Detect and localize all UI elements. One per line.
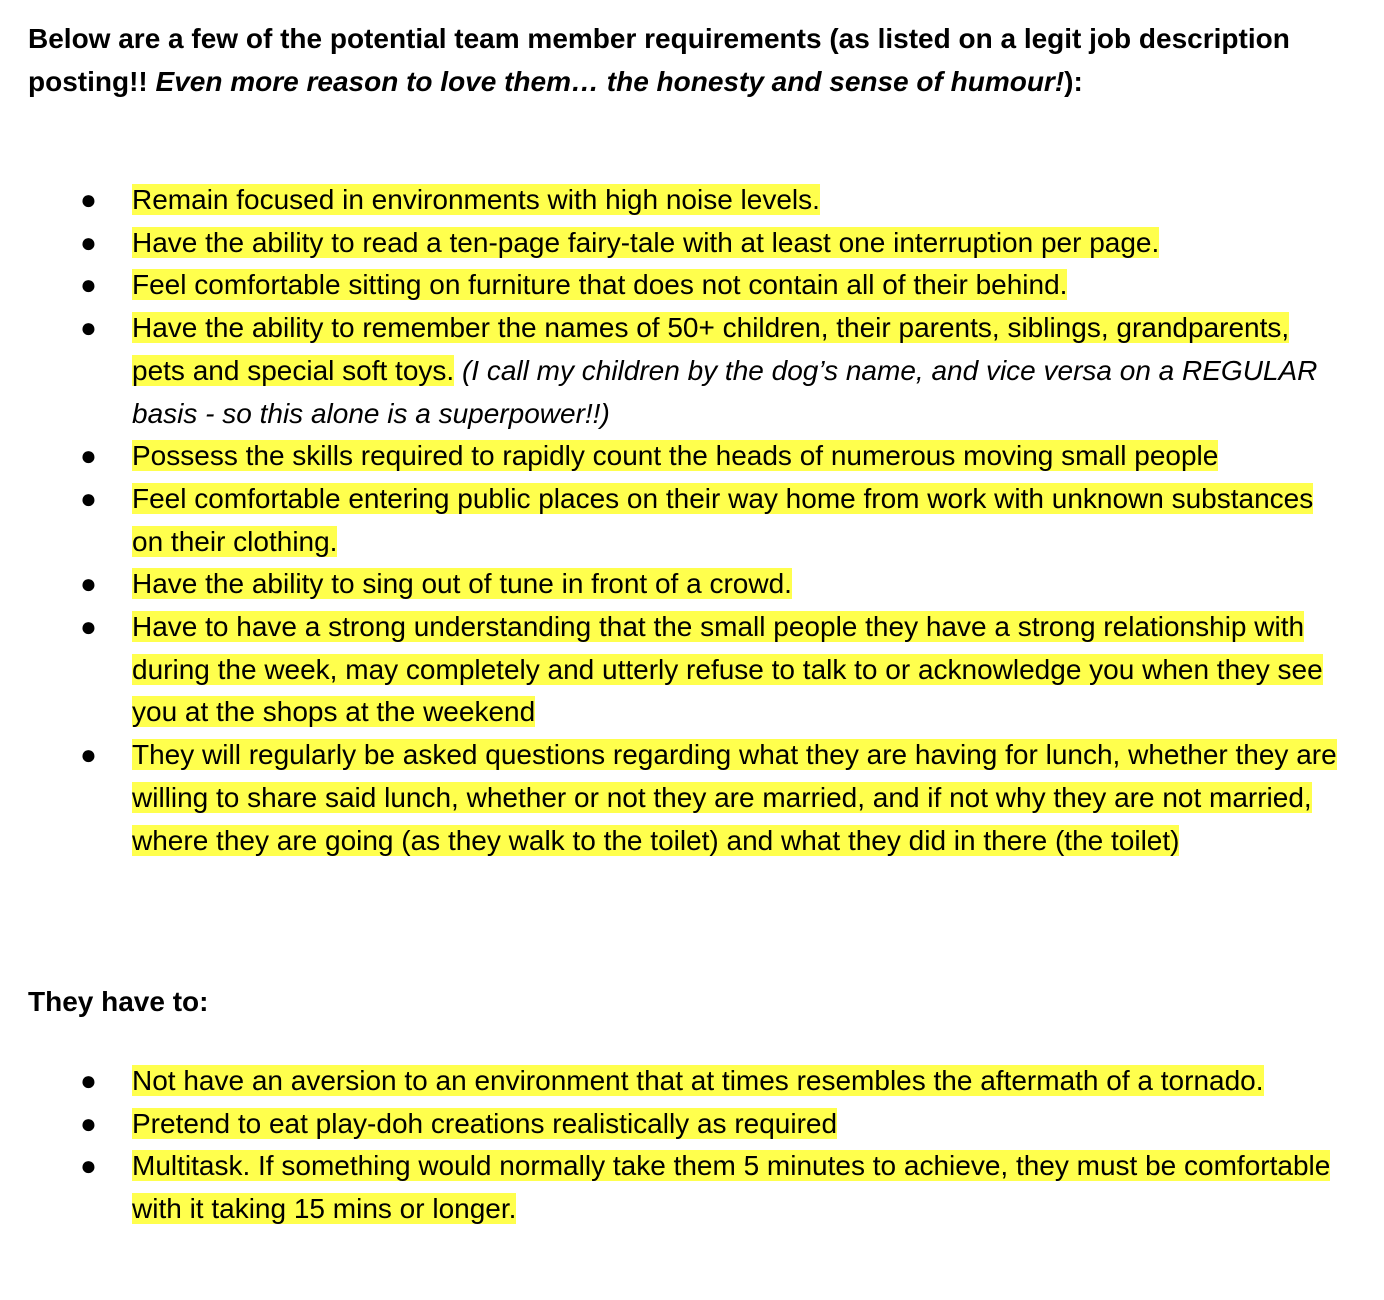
intro-italic-text: Even more reason to love them… the honesty and sense of humour!: [155, 65, 1065, 97]
intro-bold-text: Below are a few of the potential team member requirements (as listed on a legit job description posting!!: [28, 23, 1290, 97]
bullet-icon: ●: [80, 568, 97, 600]
list-item: [0, 307, 1384, 435]
list-item: [0, 179, 1384, 222]
bullet-icon: ●: [80, 611, 97, 643]
bullet-icon: ●: [80, 1065, 97, 1096]
list-item-text: Have the ability to read a ten-page fairy-tale with at least one interruption per page.: [132, 226, 1160, 258]
list-item-text: Not have an aversion to an environment that at times resembles the aftermath of a tornado.: [132, 1065, 1264, 1096]
list-item-text: They will regularly be asked questions regarding what they are having for lunch, whether they are willing to share said lunch, whether or not they are married, and if not why they are not married, where they are going (as they walk to the toilet) and what they did in there (the toilet): [132, 739, 1337, 856]
requirements-list: [0, 179, 1384, 862]
bullet-icon: ●: [80, 482, 97, 514]
list-item: [0, 478, 1384, 563]
list-item: [0, 1145, 1384, 1230]
bullet-icon: ●: [80, 269, 97, 301]
list-item: [0, 1103, 1384, 1146]
list-item-text: Feel comfortable sitting on furniture that does not contain all of their behind.: [132, 269, 1068, 301]
list-item: [0, 1060, 1384, 1103]
list-item-text: Multitask. If something would normally take them 5 minutes to achieve, they must be comfortable with it taking 15 mins or longer.: [132, 1150, 1331, 1225]
intro-end-text: ):: [1064, 65, 1083, 97]
list-item: [0, 606, 1384, 734]
intro-paragraph: [28, 18, 1358, 103]
list-item-text: Possess the skills required to rapidly count the heads of numerous moving small people: [132, 440, 1219, 472]
bullet-icon: ●: [80, 1107, 97, 1139]
list-item: [0, 734, 1384, 862]
bullet-icon: ●: [80, 739, 97, 771]
bullet-icon: ●: [80, 226, 97, 258]
list-item-text: Feel comfortable entering public places on their way home from work with unknown substances on their clothing.: [132, 482, 1314, 557]
bullet-icon: ●: [80, 312, 97, 344]
list-item: [0, 563, 1384, 606]
list-item-text: Remain focused in environments with high noise levels.: [132, 184, 820, 215]
list-item-text: Pretend to eat play-doh creations realistically as required: [132, 1107, 838, 1139]
list-item-text: Have the ability to remember the names of 50+ children, their parents, siblings, grandparents, pets and special soft toys.: [132, 312, 1290, 386]
list-item: [0, 435, 1384, 478]
bullet-icon: ●: [80, 184, 97, 215]
section-heading: They have to:: [28, 986, 209, 1017]
list-item-text: Have to have a strong understanding that the small people they have a strong relationship with during the week, may completely and utterly refuse to talk to or acknowledge you when they see you at the shops at the weekend: [132, 611, 1323, 728]
list-item-text: Have the ability to sing out of tune in front of a crowd.: [132, 568, 792, 600]
bullet-icon: ●: [80, 440, 97, 472]
list-item-note: (I call my children by the dog’s name, and vice versa on a REGULAR basis - so this alone is a superpower!!): [132, 354, 1318, 429]
list-item: [0, 222, 1384, 265]
bullet-icon: ●: [80, 1150, 97, 1182]
list-item: [0, 264, 1384, 307]
have-to-list: [0, 1060, 1384, 1231]
